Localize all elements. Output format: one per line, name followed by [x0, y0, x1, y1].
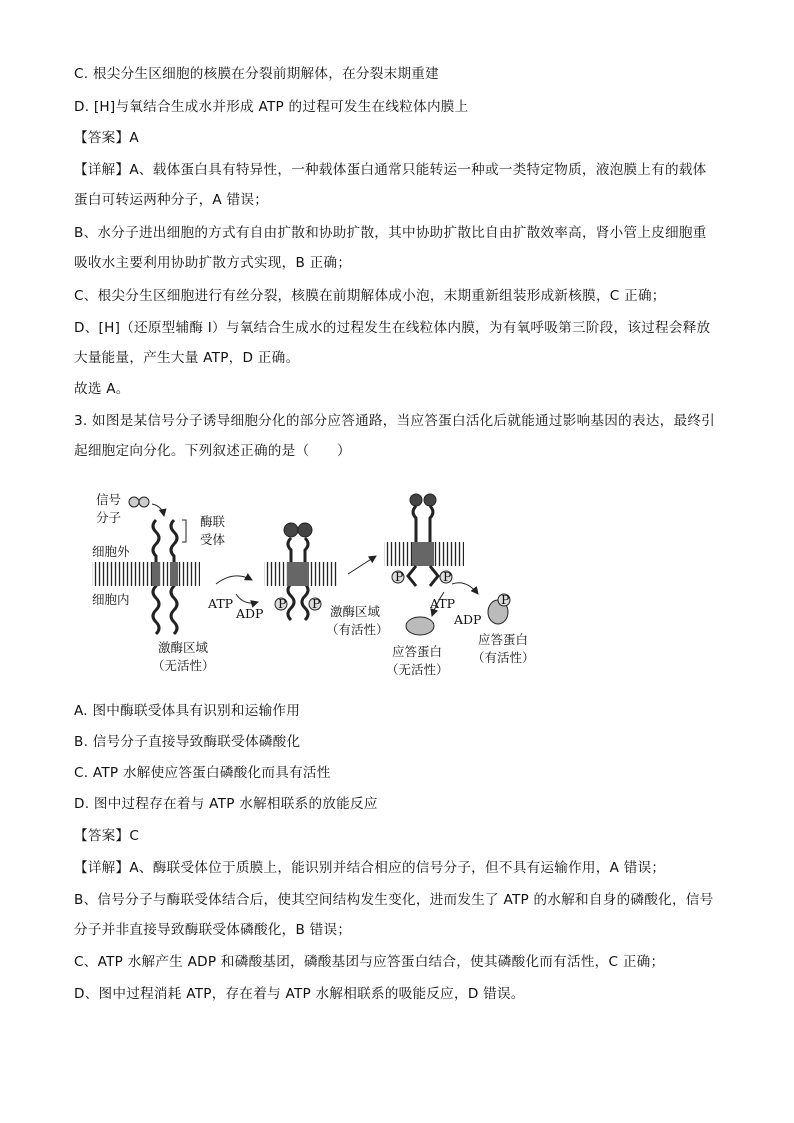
- prev-option-c: C. 根尖分生区细胞的核膜在分裂前期解体，在分裂末期重建: [74, 66, 439, 82]
- label-outside: 细胞外: [92, 544, 130, 559]
- prev-explain-line-4: 吸收水主要利用协助扩散方式实现，B 正确；: [74, 255, 352, 271]
- option-d: D. 图中过程存在着与 ATP 水解相联系的放能反应: [74, 796, 378, 812]
- phosphate-label: P: [501, 592, 510, 607]
- option-a: A. 图中酶联受体具有识别和运输作用: [74, 703, 301, 719]
- prev-explain-line-7: 大量能量，产生大量 ATP，D 正确。: [74, 350, 300, 366]
- label-signal-2: 分子: [96, 510, 122, 525]
- label-kinase-inactive-1: 激酶区域: [158, 640, 209, 655]
- signal-pathway-diagram: [86, 484, 546, 684]
- label-signal-1: 信号: [96, 492, 122, 507]
- phosphate-label: P: [395, 569, 404, 584]
- question-3-stem-line-2: 起细胞定向分化。下列叙述正确的是（ ）: [74, 443, 351, 459]
- signal-molecule-icon: [129, 497, 139, 507]
- label-inside: 细胞内: [92, 592, 130, 607]
- label-kinase-active-1: 激酶区域: [330, 604, 381, 619]
- answer: 【答案】C: [74, 828, 140, 844]
- label-kinase-active-2: （有活性）: [326, 622, 389, 637]
- explain-line-2: B、信号分子与酶联受体结合后，使其空间结构发生变化，进而发生了 ATP 的水解和自身的磷酸化，信号: [74, 892, 714, 908]
- label-atp-2: ATP: [430, 596, 456, 611]
- option-c: C. ATP 水解使应答蛋白磷酸化而具有活性: [74, 765, 331, 781]
- phosphate-label: P: [443, 569, 452, 584]
- label-receptor-2: 受体: [200, 532, 226, 547]
- question-3-stem-line-1: 3. 如图是某信号分子诱导细胞分化的部分应答通路，当应答蛋白活化后就能通过影响基因的表达，最终引: [74, 413, 716, 429]
- label-response-active-1: 应答蛋白: [478, 632, 529, 647]
- explain-line-5: D、图中过程消耗 ATP，存在着与 ATP 水解相联系的吸能反应，D 错误。: [74, 986, 525, 1002]
- response-protein-inactive: [406, 617, 434, 635]
- signal-molecule-icon: [139, 497, 149, 507]
- prev-explain-line-5: C、根尖分生区细胞进行有丝分裂，核膜在前期解体成小泡，末期重新组装形成新核膜，C 正确；: [74, 288, 666, 304]
- prev-explain-line-3: B、水分子进出细胞的方式有自由扩散和协助扩散，其中协助扩散比自由扩散效率高，肾小管上皮细胞重: [74, 225, 707, 241]
- label-response-active-2: （有活性）: [472, 650, 535, 665]
- phosphate-label: P: [312, 596, 321, 611]
- label-kinase-inactive-2: （无活性）: [152, 658, 215, 673]
- label-adp-1: ADP: [236, 606, 264, 621]
- label-response-inactive-1: 应答蛋白: [392, 644, 443, 659]
- explain-line-1: 【详解】A、酶联受体位于质膜上，能识别并结合相应的信号分子，但不具有运输作用，A 错误；: [74, 860, 666, 876]
- prev-option-d: D. [H]与氧结合生成水并形成 ATP 的过程可发生在线粒体内膜上: [74, 99, 469, 115]
- explain-line-4: C、ATP 水解产生 ADP 和磷酸基团，磷酸基团与应答蛋白结合，使其磷酸化而有活性，C 正确；: [74, 954, 665, 970]
- label-receptor-1: 酶联: [200, 514, 226, 529]
- prev-explain-line-1: 【详解】A、载体蛋白具有特异性，一种载体蛋白通常只能转运一种或一类特定物质，液泡膜上有的载体: [74, 162, 707, 178]
- label-adp-2: ADP: [454, 612, 482, 627]
- phosphate-label: P: [278, 596, 287, 611]
- option-b: B. 信号分子直接导致酶联受体磷酸化: [74, 734, 301, 750]
- label-response-inactive-2: （无活性）: [386, 662, 449, 677]
- prev-answer: 【答案】A: [74, 130, 139, 146]
- membrane-1: [92, 562, 200, 586]
- prev-explain-line-8: 故选 A。: [74, 381, 130, 397]
- prev-explain-line-6: D、[H]（还原型辅酶 I）与氧结合生成水的过程发生在线粒体内膜，为有氧呼吸第三阶段，该过程会释放: [74, 320, 711, 336]
- prev-explain-line-2: 蛋白可转运两种分子，A 错误；: [74, 192, 269, 208]
- explain-line-3: 分子并非直接导致酶联受体磷酸化，B 错误；: [74, 922, 352, 938]
- label-atp-1: ATP: [208, 596, 234, 611]
